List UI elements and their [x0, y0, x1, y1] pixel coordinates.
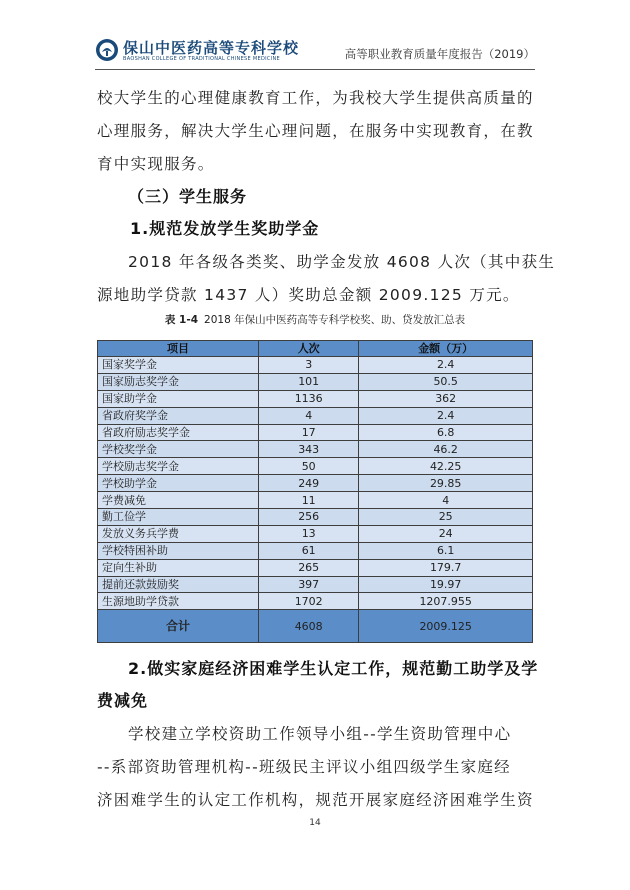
table-row [98, 441, 533, 458]
count-cell: 3 [259, 357, 359, 374]
amount-cell: 46.2 [359, 441, 533, 458]
item-cell: 省政府励志奖学金 [98, 424, 259, 441]
item-cell: 学校助学金 [98, 475, 259, 492]
table-row [98, 542, 533, 559]
count-cell: 1702 [259, 593, 359, 610]
item-cell: 定向生补助 [98, 559, 259, 576]
amount-cell: 25 [359, 509, 533, 526]
item-cell: 学校特困补助 [98, 542, 259, 559]
table-row [98, 525, 533, 542]
count-cell: 4 [259, 407, 359, 424]
table-header-row [98, 341, 533, 357]
item-cell: 提前还款鼓励奖 [98, 576, 259, 593]
subheading: 费减免 [97, 691, 149, 710]
total-count-cell: 4608 [259, 610, 359, 643]
amount-cell: 1207.955 [359, 593, 533, 610]
amount-cell: 24 [359, 525, 533, 542]
paragraph-line: 济困难学生的认定工作机构，规范开展家庭经济困难学生资 [97, 791, 534, 809]
item-cell: 省政府奖学金 [98, 407, 259, 424]
amount-cell: 19.97 [359, 576, 533, 593]
total-label-cell: 合计 [98, 610, 259, 643]
amount-cell: 179.7 [359, 559, 533, 576]
item-cell: 国家励志奖学金 [98, 373, 259, 390]
amount-cell: 6.8 [359, 424, 533, 441]
school-name-en: BAOSHAN COLLEGE OF TRADITIONAL CHINESE MEDICINE [123, 56, 280, 62]
count-cell: 13 [259, 525, 359, 542]
table-caption-text: 2018 年保山中医药高等专科学校奖、助、贷发放汇总表 [204, 314, 466, 326]
paragraph-line: 心理服务，解决大学生心理问题，在服务中实现教育，在教 [97, 122, 534, 140]
table-caption-label: 表 1-4 [164, 314, 199, 326]
school-logo-icon [95, 38, 119, 62]
item-cell: 国家助学金 [98, 390, 259, 407]
table-row [98, 373, 533, 390]
table-row [98, 458, 533, 475]
item-cell: 生源地助学贷款 [98, 593, 259, 610]
amount-cell: 29.85 [359, 475, 533, 492]
item-cell: 国家奖学金 [98, 357, 259, 374]
table-row [98, 424, 533, 441]
paragraph-line: 校大学生的心理健康教育工作，为我校大学生提供高质量的 [97, 89, 534, 107]
total-amount-cell: 2009.125 [359, 610, 533, 643]
table-row [98, 407, 533, 424]
count-cell: 101 [259, 373, 359, 390]
count-cell: 256 [259, 509, 359, 526]
table-row [98, 576, 533, 593]
item-cell: 勤工俭学 [98, 509, 259, 526]
table-row [98, 475, 533, 492]
table-row [98, 593, 533, 610]
item-cell: 学校奖学金 [98, 441, 259, 458]
count-cell: 397 [259, 576, 359, 593]
amount-cell: 6.1 [359, 542, 533, 559]
paragraph-line: 育中实现服务。 [97, 155, 215, 173]
item-cell: 学校励志奖学金 [98, 458, 259, 475]
report-title: 高等职业教育质量年度报告（2019） [344, 47, 535, 61]
column-header: 人次 [259, 341, 359, 357]
table-row [98, 492, 533, 509]
count-cell: 17 [259, 424, 359, 441]
table-row [98, 559, 533, 576]
paragraph-line: 学校建立学校资助工作领导小组--学生资助管理中心 [128, 725, 512, 743]
count-cell: 50 [259, 458, 359, 475]
amount-cell: 42.25 [359, 458, 533, 475]
amount-cell: 2.4 [359, 357, 533, 374]
count-cell: 11 [259, 492, 359, 509]
table-row [98, 357, 533, 374]
item-cell: 学费减免 [98, 492, 259, 509]
school-name-cn: 保山中医药高等专科学校 [123, 39, 300, 57]
paragraph-line: 2018 年各级各类奖、助学金发放 4608 人次（其中获生 [128, 253, 556, 271]
count-cell: 343 [259, 441, 359, 458]
count-cell: 61 [259, 542, 359, 559]
table-total-row [98, 610, 533, 643]
table-row [98, 509, 533, 526]
page-header [95, 36, 535, 66]
amount-cell: 2.4 [359, 407, 533, 424]
subheading: 1.规范发放学生奖助学金 [130, 219, 320, 238]
section-heading: （三）学生服务 [128, 187, 248, 206]
paragraph-line: --系部资助管理机构--班级民主评议小组四级学生家庭经 [97, 758, 511, 776]
scholarship-summary-table [97, 340, 533, 643]
page-number: 14 [309, 818, 321, 828]
amount-cell: 4 [359, 492, 533, 509]
column-header: 金额（万） [359, 341, 533, 357]
item-cell: 发放义务兵学费 [98, 525, 259, 542]
amount-cell: 50.5 [359, 373, 533, 390]
table-caption [0, 312, 630, 327]
count-cell: 265 [259, 559, 359, 576]
table-row [98, 390, 533, 407]
paragraph-line: 源地助学贷款 1437 人）奖助总金额 2009.125 万元。 [97, 286, 520, 304]
subheading: 2.做实家庭经济困难学生认定工作，规范勤工助学及学 [128, 659, 539, 678]
count-cell: 1136 [259, 390, 359, 407]
column-header: 项目 [98, 341, 259, 357]
amount-cell: 362 [359, 390, 533, 407]
count-cell: 249 [259, 475, 359, 492]
header-divider [95, 69, 535, 70]
